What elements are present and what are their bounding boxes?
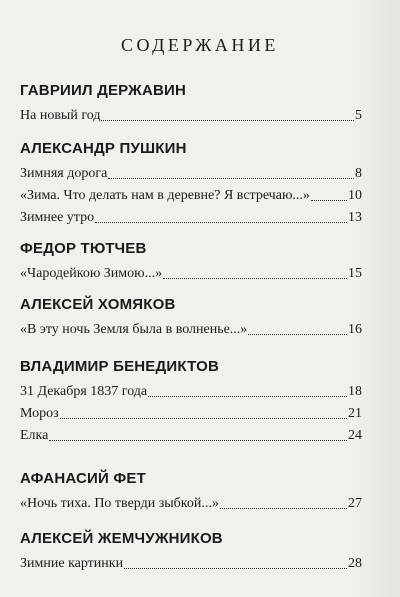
toc-section <box>20 470 362 515</box>
entry-title: «Ночь тиха. По тверди зыбкой...» <box>20 496 219 511</box>
dot-leader <box>163 277 347 279</box>
toc-entry[interactable] <box>20 319 362 341</box>
dot-leader <box>101 119 354 121</box>
page-number: 18 <box>348 384 362 399</box>
dot-leader <box>49 439 347 441</box>
author-heading: АЛЕКСЕЙ ХОМЯКОВ <box>20 296 176 313</box>
entry-title: Елка <box>20 428 49 443</box>
dot-leader <box>248 333 347 335</box>
entry-title: Зимнее утро <box>20 210 95 225</box>
dot-leader <box>95 221 347 223</box>
page-number: 10 <box>348 188 362 203</box>
toc-section <box>20 358 362 447</box>
toc-entry[interactable] <box>20 493 362 515</box>
toc-section <box>20 530 362 575</box>
page-number: 8 <box>355 166 362 181</box>
page-number: 15 <box>348 266 362 281</box>
author-heading: АЛЕКСЕЙ ЖЕМЧУЖНИКОВ <box>20 530 223 547</box>
dot-leader <box>148 395 347 397</box>
dot-leader <box>108 177 354 179</box>
dot-leader <box>220 507 347 509</box>
entry-title: Зимние картинки <box>20 556 124 571</box>
title-text: СОДЕРЖАНИЕ <box>121 35 279 55</box>
dot-leader <box>311 199 347 201</box>
page-number: 16 <box>348 322 362 337</box>
author-heading: ФЕДОР ТЮТЧЕВ <box>20 240 147 257</box>
author-heading: АФАНАСИЙ ФЕТ <box>20 470 146 487</box>
entry-title: Мороз <box>20 406 59 421</box>
toc-section <box>20 296 362 341</box>
page-number: 5 <box>355 108 362 123</box>
dot-leader <box>60 417 347 419</box>
author-heading: ВЛАДИМИР БЕНЕДИКТОВ <box>20 358 219 375</box>
toc-entry[interactable] <box>20 207 362 229</box>
entry-title: На новый год <box>20 108 101 123</box>
entry-title: «Чародейкою Зимою...» <box>20 266 163 281</box>
dot-leader <box>124 567 347 569</box>
entry-title: «В эту ночь Земля была в волненье...» <box>20 322 248 337</box>
toc-entry[interactable] <box>20 163 362 185</box>
toc-entry[interactable] <box>20 403 362 425</box>
toc-entry[interactable] <box>20 105 362 127</box>
page-number: 27 <box>348 496 362 511</box>
author-heading: АЛЕКСАНДР ПУШКИН <box>20 140 187 157</box>
page-number: 24 <box>348 428 362 443</box>
toc-entry[interactable] <box>20 185 362 207</box>
page-title <box>0 34 400 57</box>
entry-title: Зимняя дорога <box>20 166 108 181</box>
page-number: 21 <box>348 406 362 421</box>
toc-entry[interactable] <box>20 263 362 285</box>
toc-section <box>20 82 362 127</box>
toc-section <box>20 140 362 229</box>
page-number: 28 <box>348 556 362 571</box>
page-number: 13 <box>348 210 362 225</box>
entry-title: «Зима. Что делать нам в деревне? Я встречаю...» <box>20 188 310 203</box>
toc-entry[interactable] <box>20 425 362 447</box>
toc-section <box>20 240 362 285</box>
author-heading: ГАВРИИЛ ДЕРЖАВИН <box>20 82 187 99</box>
toc-entry[interactable] <box>20 553 362 575</box>
toc-entry[interactable] <box>20 381 362 403</box>
entry-title: 31 Декабря 1837 года <box>20 384 148 399</box>
